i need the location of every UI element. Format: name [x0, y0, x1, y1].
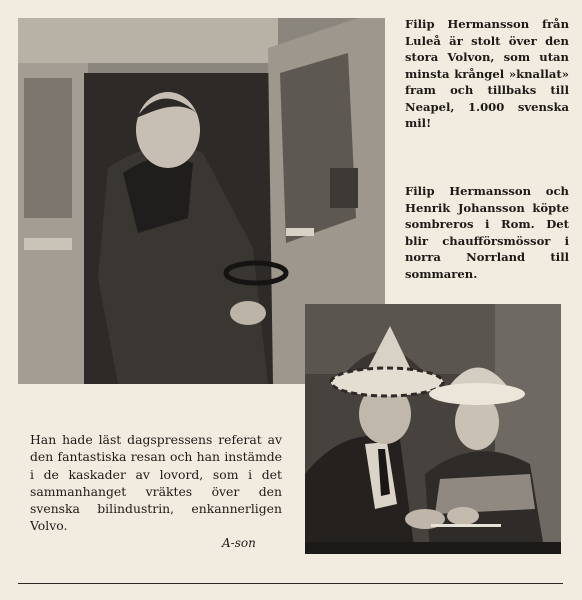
- caption-sombrero-photo: Filip Hermansson och Henrik Johansson köpte sombreros i Rom. Det blir chaufförsmössor i norra Norrland till sommaren.: [405, 184, 569, 281]
- bottom-divider: [18, 583, 563, 584]
- photo-two-men-sombreros: [305, 304, 561, 554]
- article-text: Han hade läst dagspressens referat av den fantastiska resan och han instämde i de kaskader av lovord, som i det sammanhanget vräktes över den svenska bilindustrin, enkannerligen Volvo.: [30, 432, 282, 534]
- caption-bus-photo: Filip Hermansson från Luleå är stolt över den stora Volvon, som utan minsta krångel »knallat» fram och tillbaks till Neapel, 1.000 svenska mil!: [405, 17, 569, 130]
- author-signature: A-son: [222, 536, 256, 550]
